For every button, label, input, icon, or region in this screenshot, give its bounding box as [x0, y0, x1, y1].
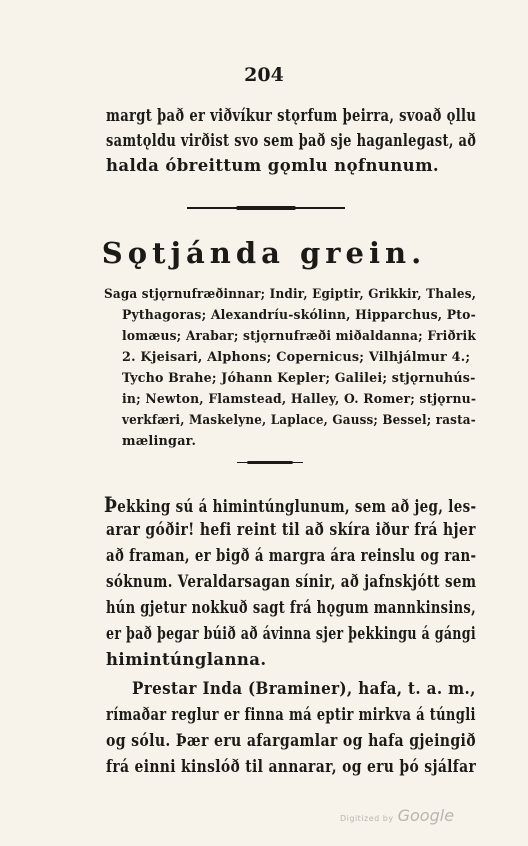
text-line — [104, 494, 476, 516]
text-line: Prestar Inda (Braminer), hafa, t. a. m., — [132, 679, 476, 698]
summary-line: Tycho Brahe; Jóhann Kepler; Galilei; stjǫrnuhús- — [122, 371, 476, 386]
text-line: halda óbreittum gǫmlu nǫfnunum. — [106, 156, 440, 175]
text-line: margt það er viðvíkur stǫrfum þeirra, svoað ǫllu — [106, 106, 477, 125]
text-line: sóknum. Veraldarsagan sínir, að jafnskjótt sem — [106, 572, 477, 591]
page-number: 204 — [244, 64, 284, 86]
text-line: himintúnglanna. — [106, 650, 267, 669]
chapter-heading: Sǫtjánda grein. — [101, 236, 427, 270]
initial-letter: Þ — [104, 492, 118, 517]
text-line: frá einni kinslóð til annarar, og eru þó sjálfar — [106, 757, 477, 776]
text-line-rest: ekking sú á himintúnglunum, sem að jeg, les- — [117, 497, 477, 516]
text-line: er það þegar búið að ávinna sjer þekkingu á gángi — [106, 624, 477, 643]
summary-line: in; Newton, Flamstead, Halley, O. Romer; stjǫrnu- — [122, 392, 477, 407]
text-line: og sólu. Þær eru afargamlar og hafa gjeingið — [106, 731, 476, 750]
ornamental-divider — [187, 206, 345, 210]
summary-line: Pythagoras; Alexandríu-skólinn, Hipparchus, Pto- — [122, 308, 476, 323]
digitization-watermark — [340, 806, 454, 825]
summary-line: lomæus; Arabar; stjǫrnufræði miðaldanna; Friðrik — [122, 329, 477, 344]
summary-line: Saga stjǫrnufræðinnar; Indir, Egiptir, Grikkir, Thales, — [104, 287, 477, 302]
section-divider — [237, 461, 303, 464]
watermark-prefix: Digitized by — [340, 814, 394, 823]
text-line: að framan, er bigð á margra ára reinslu og ran- — [106, 546, 477, 565]
text-line: rímaðar reglur er finna má eptir mirkva á túngli — [106, 705, 476, 724]
text-line: samtǫldu virðist svo sem það sje haganlegast, að — [106, 131, 477, 150]
summary-line: mælingar. — [122, 434, 197, 449]
watermark-brand: Google — [397, 806, 455, 825]
summary-line: 2. Kjeisari, Alphons; Copernicus; Vilhjálmur 4.; — [122, 350, 471, 365]
text-line: arar góðir! hefi reint til að skíra iður frá hjer — [106, 520, 476, 539]
summary-line: verkfæri, Maskelyne, Laplace, Gauss; Bessel; rasta- — [122, 413, 476, 428]
text-line: hún gjetur nokkuð sagt frá hǫgum mannkinsins, — [106, 598, 476, 617]
